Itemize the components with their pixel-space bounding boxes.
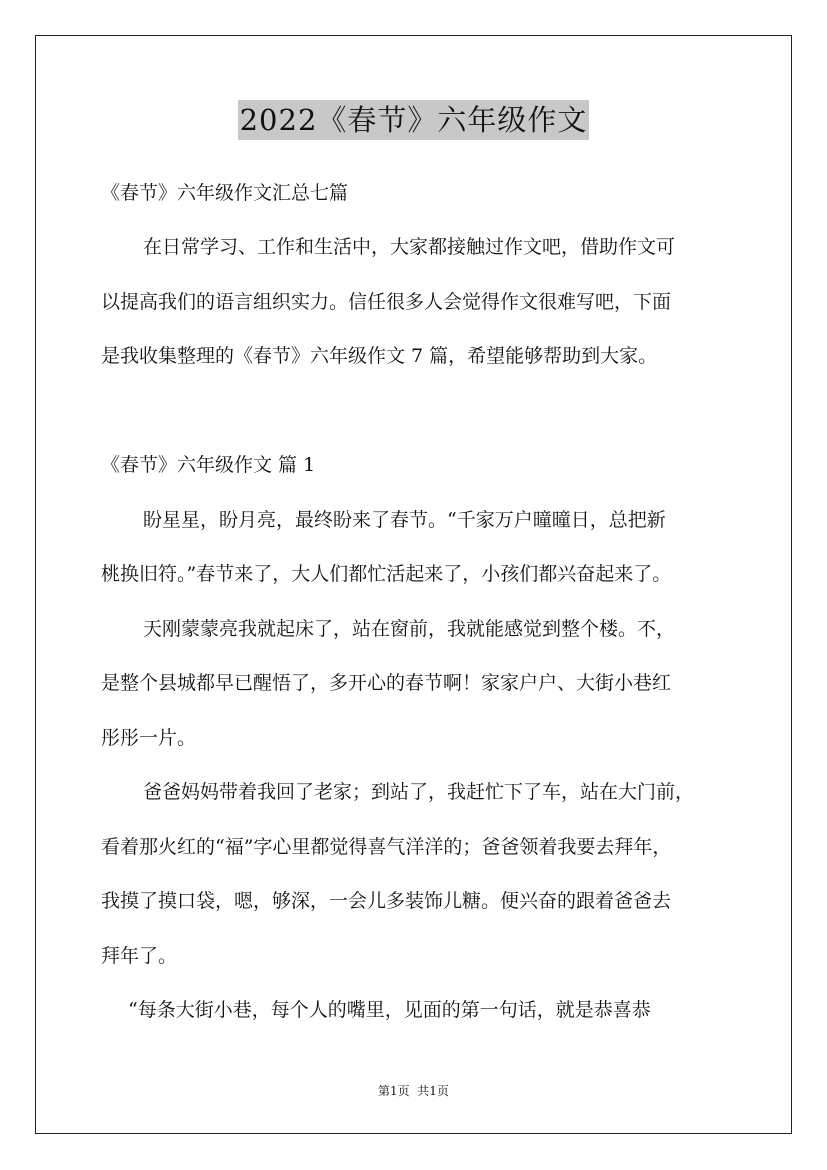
body-line-9: 拜年了。 [101,945,178,967]
subtitle: 《春节》六年级作文汇总七篇 [101,182,349,204]
page-footer: 第1页 共1页 [378,1084,449,1098]
section-heading: 《春节》六年级作文 篇 1 [101,454,316,476]
intro-line-3: 是我收集整理的《春节》六年级作文 7 篇，希望能够帮助到大家。 [101,345,658,367]
body-line-8: 我摸了摸口袋，嗯，够深，一会儿多装饰儿糖。便兴奋的跟着爸爸去 [101,890,672,912]
body-line-5: 彤彤一片。 [101,727,197,749]
body-line-7: 看着那火红的“福”字心里都觉得喜气洋洋的；爸爸领着我要去拜年， [101,836,672,858]
body-line-1: 盼星星，盼月亮，最终盼来了春节。“千家万户曈曈日，总把新 [143,509,666,531]
body-line-2: 桃换旧符。”春节来了，大人们都忙活起来了，小孩们都兴奋起来了。 [101,563,672,585]
body-line-6: 爸爸妈妈带着我回了老家；到站了，我赶忙下了车，站在大门前， [143,781,695,803]
body-line-4: 是整个县城都早已醒悟了，多开心的春节啊！家家户户、大街小巷红 [101,672,672,694]
page-title: 2022《春节》六年级作文 [238,100,590,140]
body-line-10: “每条大街小巷，每个人的嘴里，见面的第一句话，就是恭喜恭 [128,999,651,1021]
body-line-3: 天刚蒙蒙亮我就起床了，站在窗前，我就能感觉到整个楼。不， [143,618,676,640]
intro-line-2: 以提高我们的语言组织实力。信任很多人会觉得作文很难写吧，下面 [101,291,672,313]
title-container [0,100,827,140]
intro-line-1: 在日常学习、工作和生活中，大家都接触过作文吧，借助作文可 [143,236,676,258]
